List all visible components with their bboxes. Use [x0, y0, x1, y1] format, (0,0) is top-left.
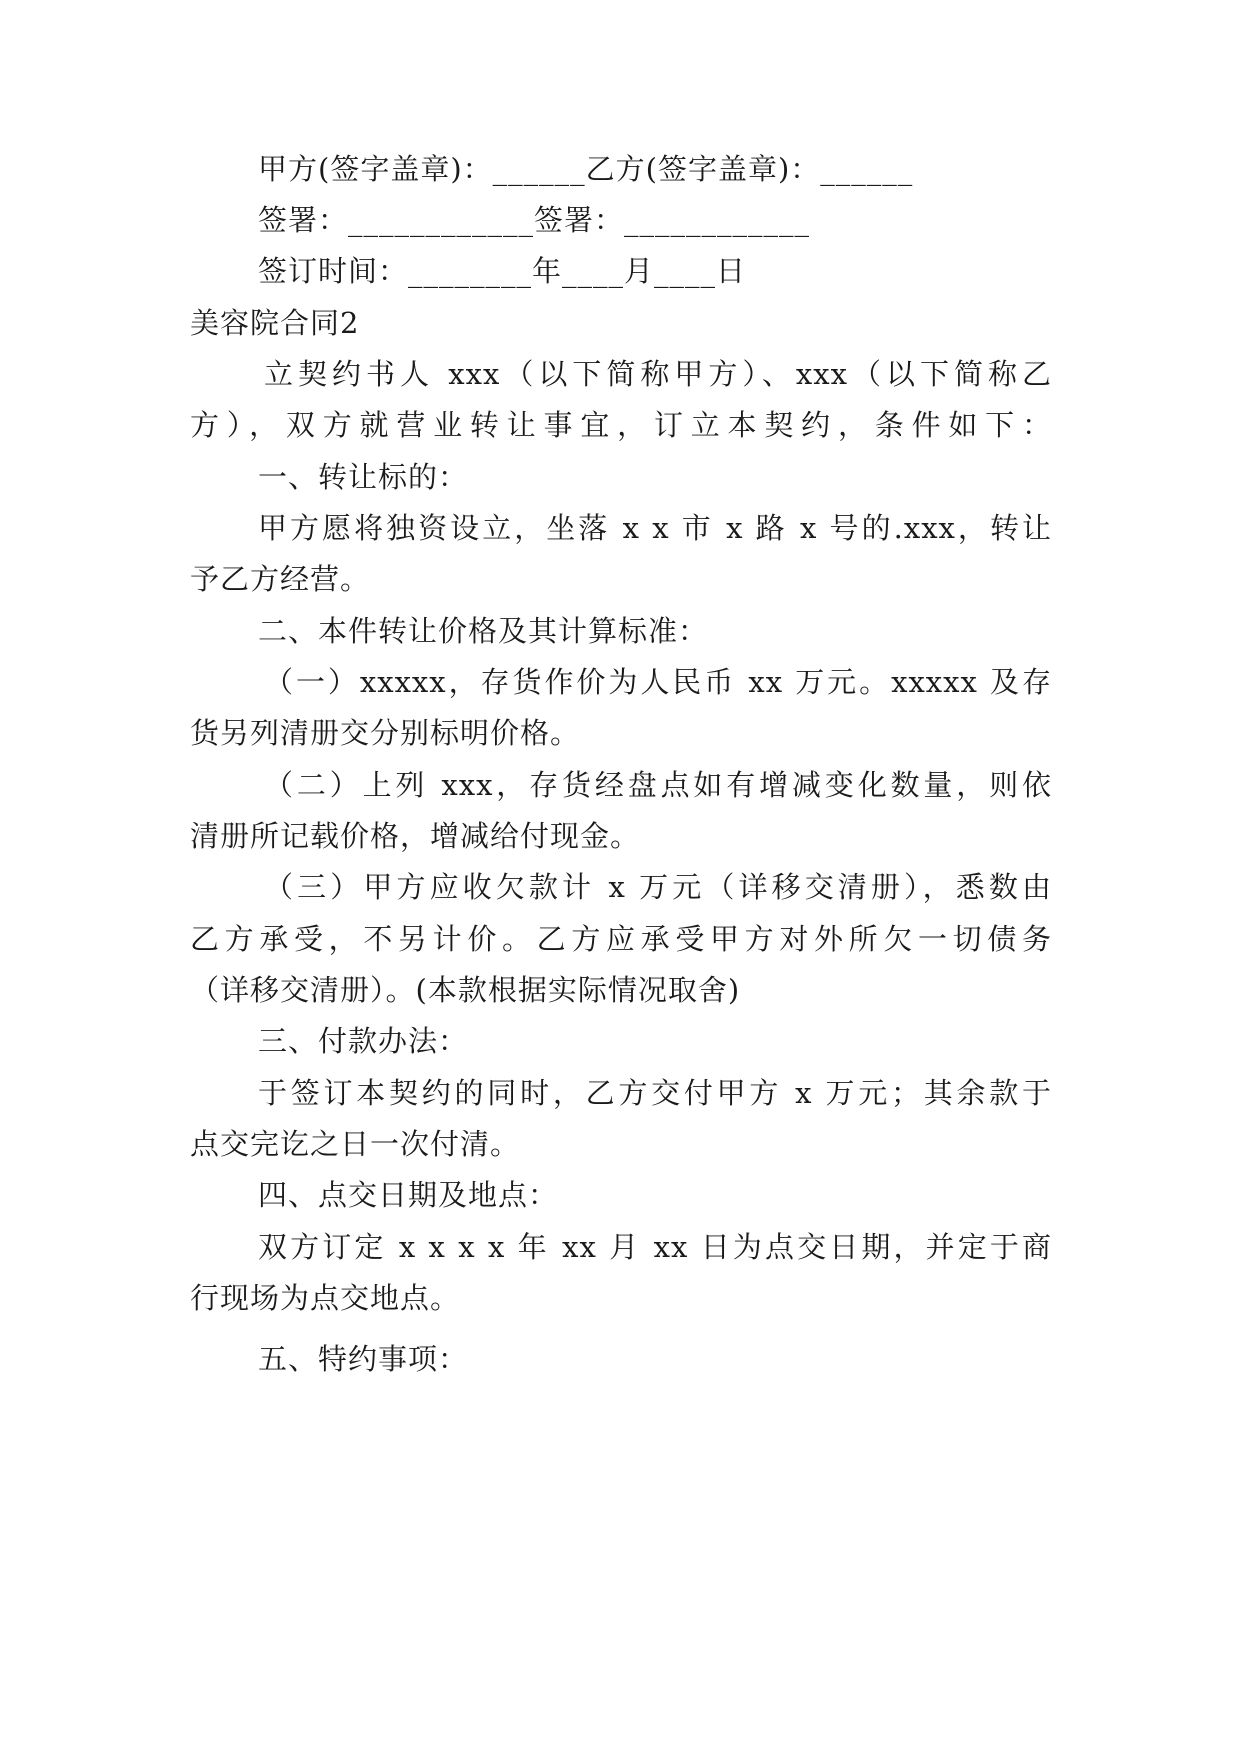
contract-title: 美容院合同2	[190, 306, 360, 340]
paragraph-line: 乙方承受，不另计价。乙方应承受甲方对外所欠一切债务	[190, 922, 1052, 956]
paragraph-line: 予乙方经营。	[190, 562, 371, 596]
signature-signed-line: 签署：____________签署：____________	[258, 203, 811, 237]
signature-date-line: 签订时间：________年____月____日	[258, 254, 747, 288]
paragraph-line: （二）上列 xxx，存货经盘点如有增减变化数量，则依	[264, 768, 1052, 802]
paragraph-line: 甲方愿将独资设立，坐落 x x 市 x 路 x 号的.xxx，转让	[258, 511, 1052, 545]
paragraph-line: 于签订本契约的同时，乙方交付甲方 x 万元；其余款于	[258, 1076, 1052, 1110]
section-heading: 二、本件转让价格及其计算标准：	[258, 614, 709, 648]
paragraph-line: （一）xxxxx，存货作价为人民币 xx 万元。xxxxx 及存	[264, 665, 1052, 699]
paragraph-line: 方），双方就营业转让事宜，订立本契约，条件如下：	[190, 408, 1052, 442]
section-heading: 五、特约事项：	[258, 1342, 469, 1376]
paragraph-line: （三）甲方应收欠款计 x 万元（详移交清册），悉数由	[264, 870, 1052, 904]
section-heading: 一、转让标的：	[258, 460, 469, 494]
signature-party-line: 甲方(签字盖章)：______乙方(签字盖章)：______	[258, 152, 914, 186]
paragraph-line: （详移交清册）。(本款根据实际情况取舍)	[190, 973, 741, 1007]
paragraph-line: 双方订定 x x x x 年 xx 月 xx 日为点交日期，并定于商	[258, 1230, 1052, 1264]
section-heading: 四、点交日期及地点：	[258, 1178, 559, 1212]
section-heading: 三、付款办法：	[258, 1024, 469, 1058]
paragraph-line: 行现场为点交地点。	[190, 1281, 461, 1315]
paragraph-line: 点交完讫之日一次付清。	[190, 1127, 521, 1161]
paragraph-line: 货另列清册交分别标明价格。	[190, 716, 581, 750]
paragraph-line: 立契约书人 xxx（以下简称甲方）、xxx（以下简称乙	[264, 357, 1052, 391]
paragraph-line: 清册所记载价格，增减给付现金。	[190, 819, 641, 853]
